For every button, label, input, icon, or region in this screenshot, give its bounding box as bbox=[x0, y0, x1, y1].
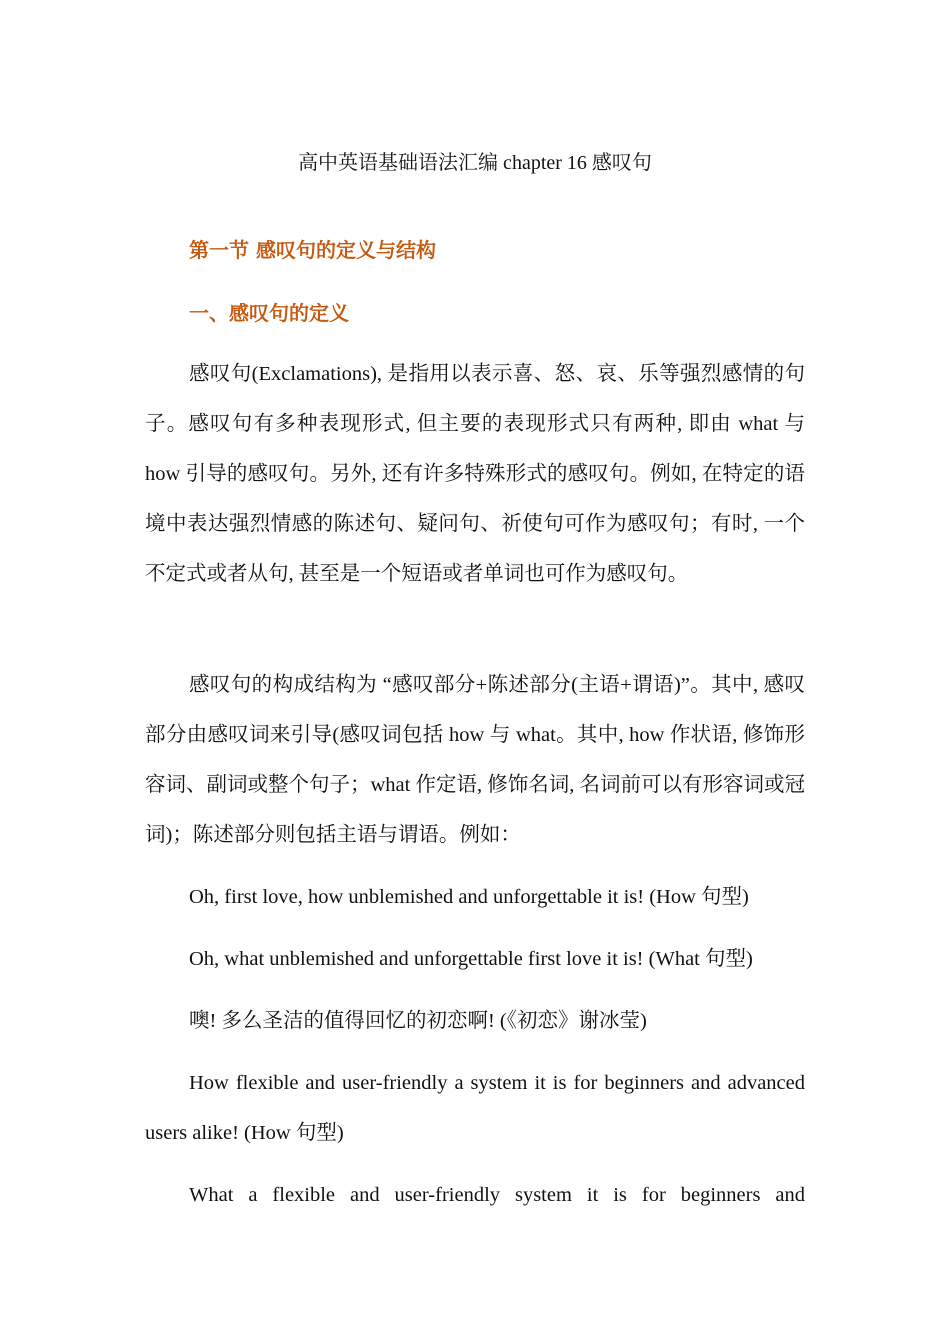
example-sentence: Oh, what unblemished and unforgettable first love it is! (What 句型) bbox=[189, 948, 753, 970]
paragraph-structure: 感叹句的构成结构为 “感叹部分+陈述部分(主语+谓语)”。其中, 感叹部分由感叹词来引导(感叹词包括 how 与 what。其中, how 作状语, 修饰形容词、副词或整个句子；what 作定语, 修饰名词, 名词前可以有形容词或冠词)；陈述部分则包括主语与谓语。例如： bbox=[145, 674, 805, 846]
sub-heading: 一、感叹句的定义 bbox=[189, 301, 349, 325]
example-sentence: How flexible and user-friendly a system it is for beginners and advanced users alike! (How 句型) bbox=[145, 1072, 805, 1144]
section-heading: 第一节 感叹句的定义与结构 bbox=[189, 238, 436, 262]
example-sentence: Oh, first love, how unblemished and unforgettable it is! (How 句型) bbox=[189, 886, 749, 908]
example-sentence: 噢! 多么圣洁的值得回忆的初恋啊! (《初恋》谢冰莹) bbox=[189, 1010, 647, 1032]
example-sentence: What a flexible and user-friendly system it is for beginners and bbox=[189, 1184, 805, 1206]
paragraph-definition: 感叹句(Exclamations), 是指用以表示喜、怒、哀、乐等强烈感情的句子。感叹句有多种表现形式, 但主要的表现形式只有两种, 即由 what 与 how 引导的感叹句。另外, 还有许多特殊形式的感叹句。例如, 在特定的语境中表达强烈情感的陈述句、疑问句、祈使句可作为感叹句；有时, 一个不定式或者从句, 甚至是一个短语或者单词也可作为感叹句。 bbox=[145, 363, 805, 585]
document-title: 高中英语基础语法汇编 chapter 16 感叹句 bbox=[298, 152, 652, 174]
